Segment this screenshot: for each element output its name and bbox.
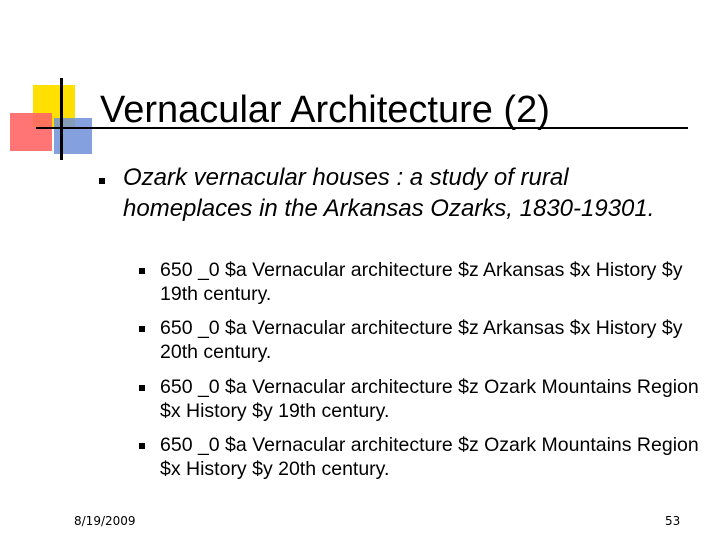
- sub-bullet-marker: [139, 326, 145, 332]
- main-bullet-marker: [99, 178, 105, 184]
- sub-bullet-text: 650 _0 $a Vernacular architecture $z Ozark Mountains Region $x History $y 19th century.: [160, 376, 699, 422]
- sub-bullet-marker: [139, 268, 145, 274]
- sub-bullet-text: 650 _0 $a Vernacular architecture $z Arkansas $x History $y 19th century.: [160, 259, 683, 305]
- sub-bullet-text: 650 _0 $a Vernacular architecture $z Ozark Mountains Region $x History $y 20th century.: [160, 434, 699, 480]
- vertical-rule: [60, 78, 63, 160]
- sub-bullet-text: 650 _0 $a Vernacular architecture $z Arkansas $x History $y 20th century.: [160, 317, 683, 363]
- footer-date: 8/19/2009: [74, 514, 136, 528]
- main-bullet-text: Ozark vernacular houses : a study of rural homeplaces in the Arkansas Ozarks, 1830-19301.: [123, 164, 655, 222]
- sub-bullet-marker: [139, 385, 145, 391]
- decorative-logo: [0, 0, 110, 170]
- page-number: 53: [665, 514, 681, 528]
- sub-bullet-marker: [139, 443, 145, 449]
- slide-title: Vernacular Architecture (2): [100, 89, 550, 131]
- red-square: [10, 113, 52, 151]
